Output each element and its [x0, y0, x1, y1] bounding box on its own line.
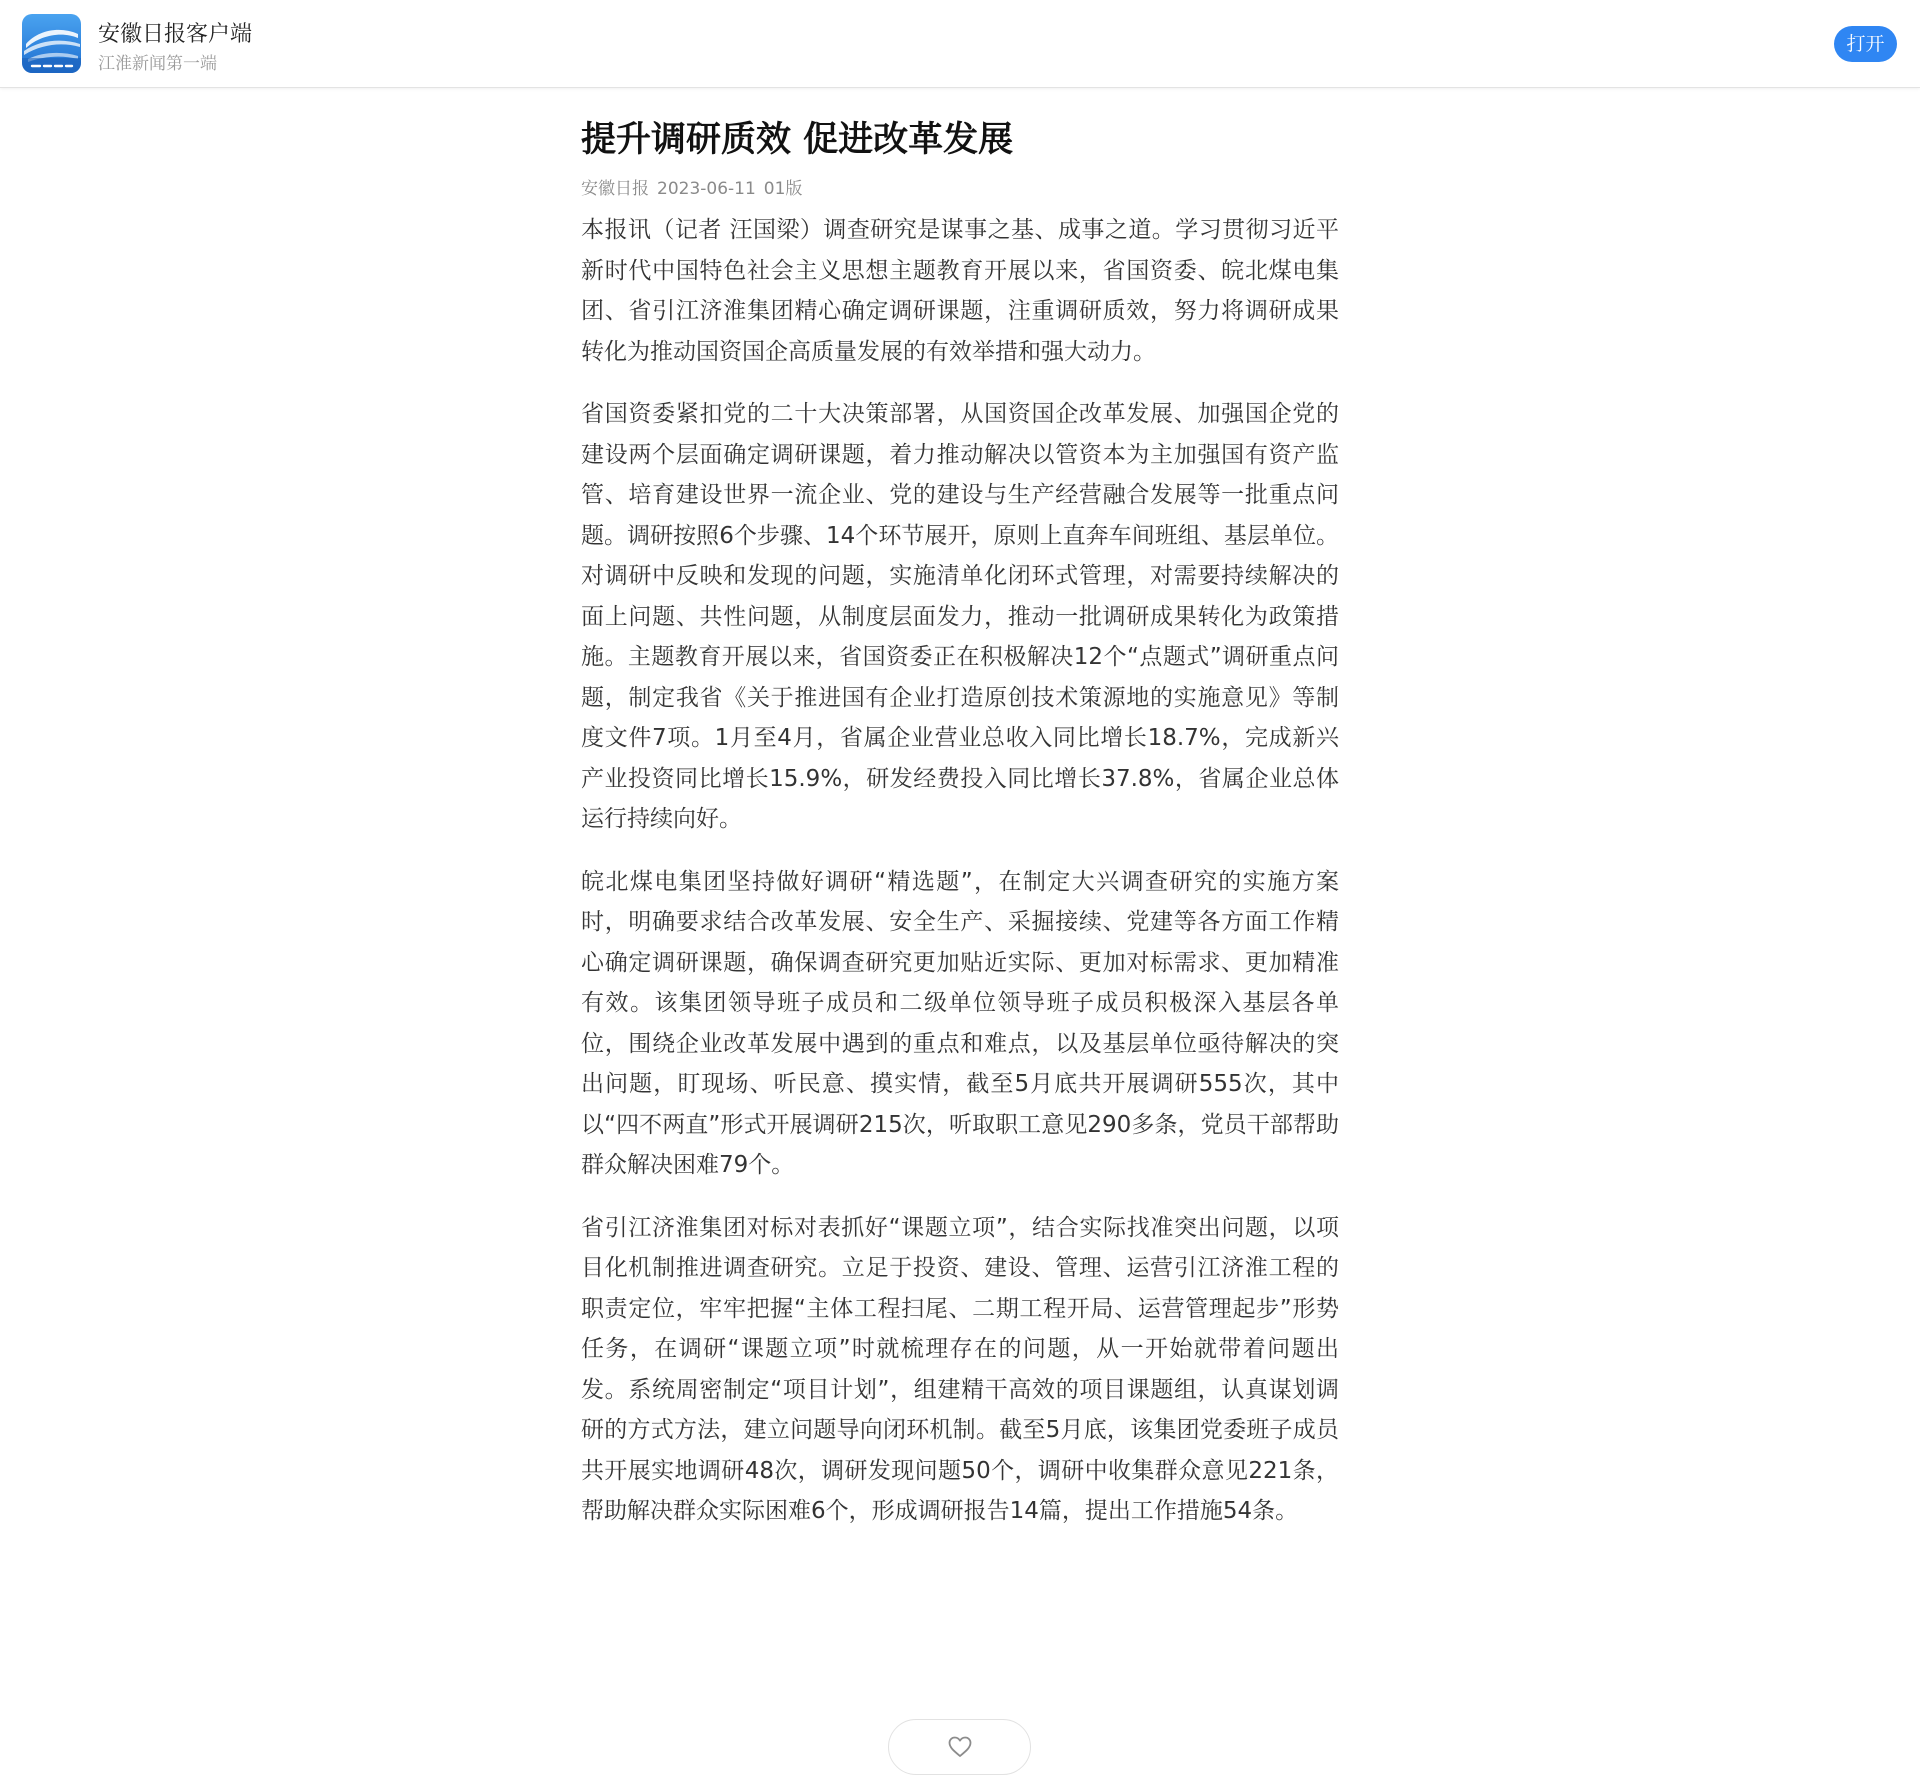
- heart-outline-icon: [948, 1736, 972, 1758]
- article-paragraph: 省引江济淮集团对标对表抓好“课题立项”，结合实际找准突出问题，以项目化机制推进调查研究。立足于投资、建设、管理、运营引江济淮工程的职责定位，牢牢把握“主体工程扫尾、二期工程开局、运营管理起步”形势任务，在调研“课题立项”时就梳理存在的问题，从一开始就带着问题出发。系统周密制定“项目计划”，组建精干高效的项目课题组，认真谋划调研的方式方法，建立问题导向闭环机制。截至5月底，该集团党委班子成员共开展实地调研48次，调研发现问题50个，调研中收集群众意见221条，帮助解决群众实际困难6个，形成调研报告14篇，提出工作措施54条。: [581, 1214, 1339, 1524]
- open-app-button[interactable]: 打开: [1834, 26, 1897, 62]
- article-body: [581, 210, 1339, 1532]
- like-button[interactable]: [888, 1719, 1031, 1775]
- article-edition: 01版: [763, 179, 803, 199]
- app-name: 安徽日报客户端: [98, 22, 253, 47]
- article-paragraph: 本报讯（记者 汪国梁）调查研究是谋事之基、成事之道。学习贯彻习近平新时代中国特色社会主义思想主题教育开展以来，省国资委、皖北煤电集团、省引江济淮集团精心确定调研课题，注重调研质效，努力将调研成果转化为推动国资国企高质量发展的有效举措和强大动力。: [581, 217, 1339, 365]
- article-title: 提升调研质效 促进改革发展: [581, 120, 1014, 160]
- article-meta: [581, 178, 1339, 200]
- logo-graphic: [22, 14, 81, 73]
- article-source: 安徽日报: [581, 179, 649, 199]
- anhui-daily-logo-icon[interactable]: [22, 14, 81, 73]
- article-paragraph: 皖北煤电集团坚持做好调研“精选题”，在制定大兴调查研究的实施方案时，明确要求结合改革发展、安全生产、采掘接续、党建等各方面工作精心确定调研课题，确保调查研究更加贴近实际、更加对标需求、更加精准有效。该集团领导班子成员和二级单位领导班子成员积极深入基层各单位，围绕企业改革发展中遇到的重点和难点，以及基层单位亟待解决的突出问题，盯现场、听民意、摸实情，截至5月底共开展调研555次，其中以“四不两直”形式开展调研215次，听取职工意见290多条，党员干部帮助群众解决困难79个。: [581, 868, 1339, 1178]
- article-date: 2023-06-11: [657, 179, 756, 199]
- article-paragraph: 省国资委紧扣党的二十大决策部署，从国资国企改革发展、加强国企党的建设两个层面确定调研课题，着力推动解决以管资本为主加强国有资产监管、培育建设世界一流企业、党的建设与生产经营融合发展等一批重点问题。调研按照6个步骤、14个环节展开，原则上直奔车间班组、基层单位。对调研中反映和发现的问题，实施清单化闭环式管理，对需要持续解决的面上问题、共性问题，从制度层面发力，推动一批调研成果转化为政策措施。主题教育开展以来，省国资委正在积极解决12个“点题式”调研重点问题，制定我省《关于推进国有企业打造原创技术策源地的实施意见》等制度文件7项。1月至4月，省属企业营业总收入同比增长18.7%，完成新兴产业投资同比增长15.9%，研发经费投入同比增长37.8%，省属企业总体运行持续向好。: [581, 401, 1339, 832]
- app-tagline: 江淮新闻第一端: [98, 54, 217, 74]
- article: [581, 112, 1339, 1554]
- app-download-banner: [0, 0, 1920, 88]
